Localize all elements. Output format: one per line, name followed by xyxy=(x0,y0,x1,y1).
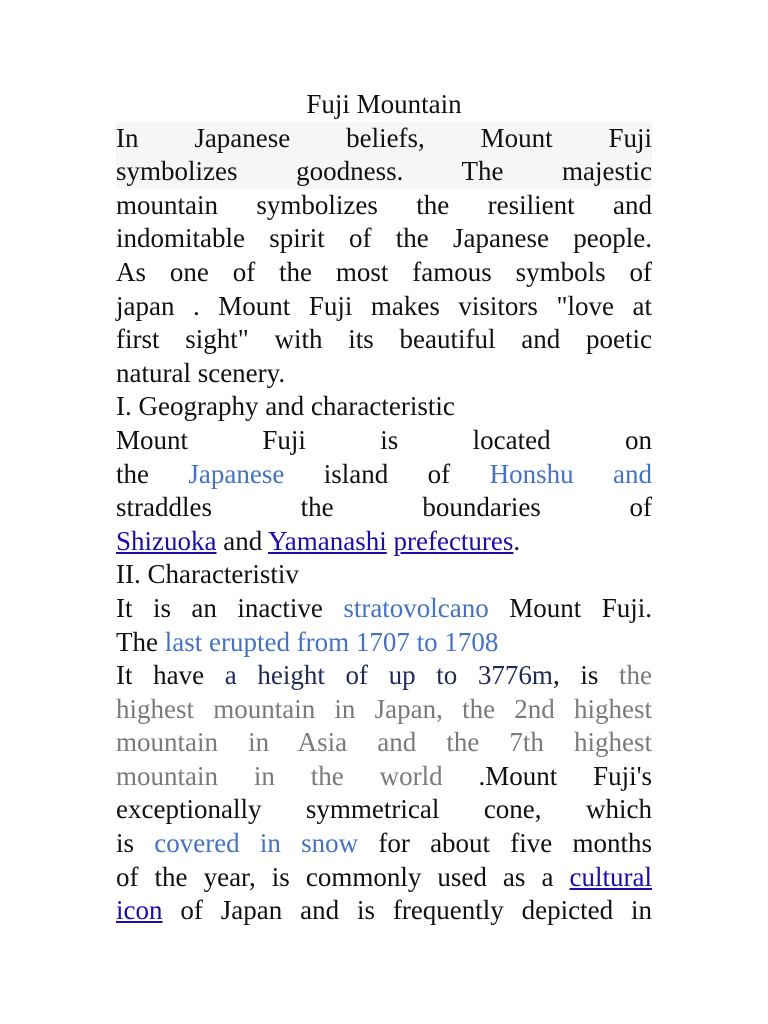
text-run: It is an inactive xyxy=(116,592,344,623)
geography-line: Mount Fuji is located on xyxy=(116,424,652,455)
geography-line: straddles the boundaries of xyxy=(116,492,652,523)
section-heading-characteristics: II. Characteristiv xyxy=(116,559,299,590)
characteristics-line xyxy=(116,592,652,626)
document-page xyxy=(116,88,652,928)
text-run: island of xyxy=(284,458,490,489)
prefectures-link[interactable]: prefectures xyxy=(393,525,514,556)
gray-text: the xyxy=(619,660,652,691)
text-run: The xyxy=(116,626,165,657)
intro-line: natural scenery. xyxy=(116,357,286,388)
yamanashi-link[interactable]: Yamanashi xyxy=(267,525,387,556)
characteristics-line xyxy=(116,626,652,660)
text-run: . xyxy=(513,525,521,556)
snow-link[interactable]: covered in snow xyxy=(154,828,359,859)
characteristics-line: mountain in Asia and the 7th highest xyxy=(116,727,652,758)
text-run: the xyxy=(116,458,189,489)
intro-line: first sight" with its beautiful and poetic xyxy=(116,324,652,355)
intro-line: As one of the most famous symbols of xyxy=(116,256,652,287)
intro-line: japan . Mount Fuji makes visitors "love at xyxy=(116,290,652,321)
text-run: is xyxy=(116,828,155,859)
text-run: .Mount Fuji's xyxy=(478,760,652,791)
intro-line: symbolizes goodness. The majestic xyxy=(116,155,652,189)
honshu-link[interactable]: Honshu and xyxy=(489,458,652,489)
intro-line: mountain symbolizes the resilient and xyxy=(116,189,652,220)
geography-paragraph xyxy=(116,424,652,558)
characteristics-line xyxy=(116,894,652,928)
text-run: , is xyxy=(552,660,619,691)
text-run xyxy=(387,526,394,556)
text-run: It have xyxy=(116,660,225,691)
text-run: and xyxy=(216,525,268,556)
characteristics-line xyxy=(116,861,652,895)
characteristics-line xyxy=(116,760,652,794)
cultural-link[interactable]: cultural xyxy=(569,861,652,892)
text-run: Mount Fuji. xyxy=(488,592,652,623)
characteristics-paragraph xyxy=(116,592,652,928)
intro-paragraph xyxy=(116,122,652,391)
geography-line xyxy=(116,525,652,559)
japanese-link[interactable]: Japanese xyxy=(188,458,285,489)
stratovolcano-link[interactable]: stratovolcano xyxy=(343,592,489,623)
intro-line: indomitable spirit of the Japanese people. xyxy=(116,223,652,254)
icon-link[interactable]: icon xyxy=(116,895,163,926)
characteristics-line: highest mountain in Japan, the 2nd highest xyxy=(116,693,652,724)
gray-text: mountain in the world xyxy=(116,760,479,791)
geography-line xyxy=(116,458,652,492)
intro-line: In Japanese beliefs, Mount Fuji xyxy=(116,122,652,156)
text-run: for about five months xyxy=(358,828,652,859)
eruption-link[interactable]: last erupted from 1707 to 1708 xyxy=(164,626,499,657)
characteristics-line: exceptionally symmetrical cone, which xyxy=(116,794,652,825)
height-text: a height of up to 3776m xyxy=(224,660,553,691)
shizuoka-link[interactable]: Shizuoka xyxy=(116,525,217,556)
section-heading-geography: I. Geography and characteristic xyxy=(116,391,455,422)
characteristics-line xyxy=(116,827,652,861)
characteristics-line xyxy=(116,659,652,693)
page-title: Fuji Mountain xyxy=(306,89,462,119)
text-run: of Japan and is frequently depicted in xyxy=(162,895,652,926)
text-run: of the year, is commonly used as a xyxy=(116,861,570,892)
